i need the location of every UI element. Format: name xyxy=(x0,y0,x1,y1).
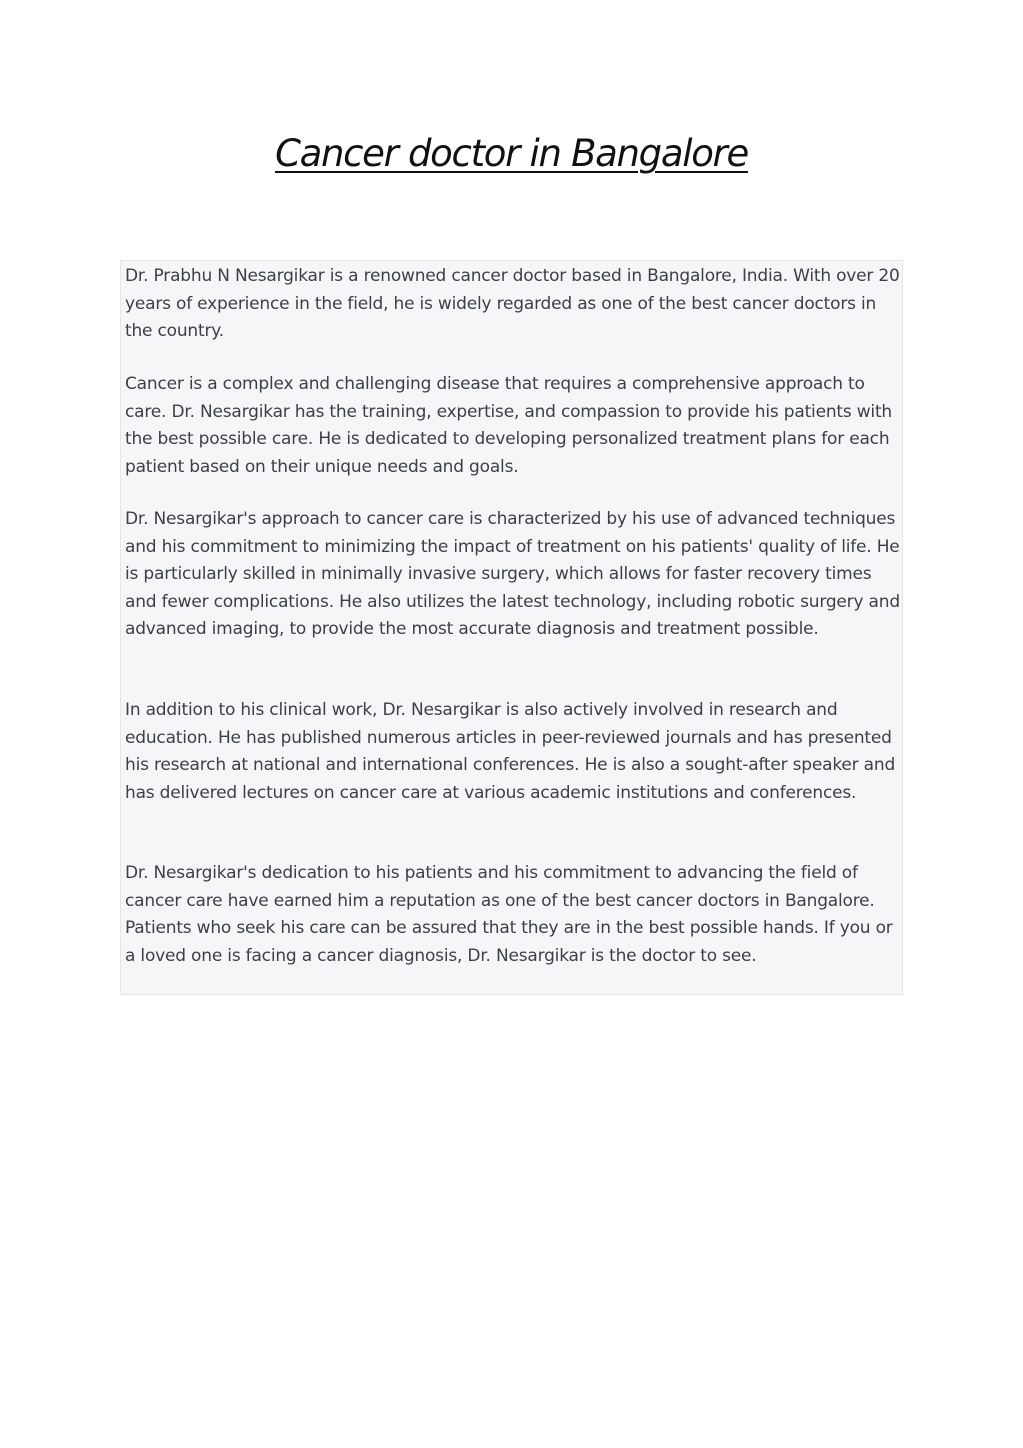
paragraph-research: In addition to his clinical work, Dr. Nesargikar is also actively involved in research and education. He has published numerous articles in peer-reviewed journals and has presented his research at national and international conferences. He is also a sought-after speaker and has delivered lectures on cancer care at various academic institutions and conferences. xyxy=(125,700,896,803)
paragraph-intro: Dr. Prabhu N Nesargikar is a renowned cancer doctor based in Bangalore, India. With over 20 years of experience in the field, he is widely regarded as one of the best cancer doctors in the country. xyxy=(125,266,900,341)
page-title xyxy=(0,128,1023,180)
paragraph-care-approach: Cancer is a complex and challenging disease that requires a comprehensive approach to care. Dr. Nesargikar has the training, expertise, and compassion to provide his patients with the best possible care. He is dedicated to developing personalized treatment plans for each patient based on their unique needs and goals. xyxy=(125,374,892,477)
page-title-text: Cancer doctor in Bangalore xyxy=(275,132,748,175)
article-body xyxy=(120,260,903,995)
paragraph-techniques: Dr. Nesargikar's approach to cancer care is characterized by his use of advanced techniques and his commitment to minimizing the impact of treatment on his patients' quality of life. He is particularly skilled in minimally invasive surgery, which allows for faster recovery times and fewer complications. He also utilizes the latest technology, including robotic surgery and advanced imaging, to provide the most accurate diagnosis and treatment possible. xyxy=(125,509,900,639)
paragraph-conclusion: Dr. Nesargikar's dedication to his patients and his commitment to advancing the field of cancer care have earned him a reputation as one of the best cancer doctors in Bangalore. Patients who seek his care can be assured that they are in the best possible hands. If you or a loved one is facing a cancer diagnosis, Dr. Nesargikar is the doctor to see. xyxy=(125,863,893,966)
